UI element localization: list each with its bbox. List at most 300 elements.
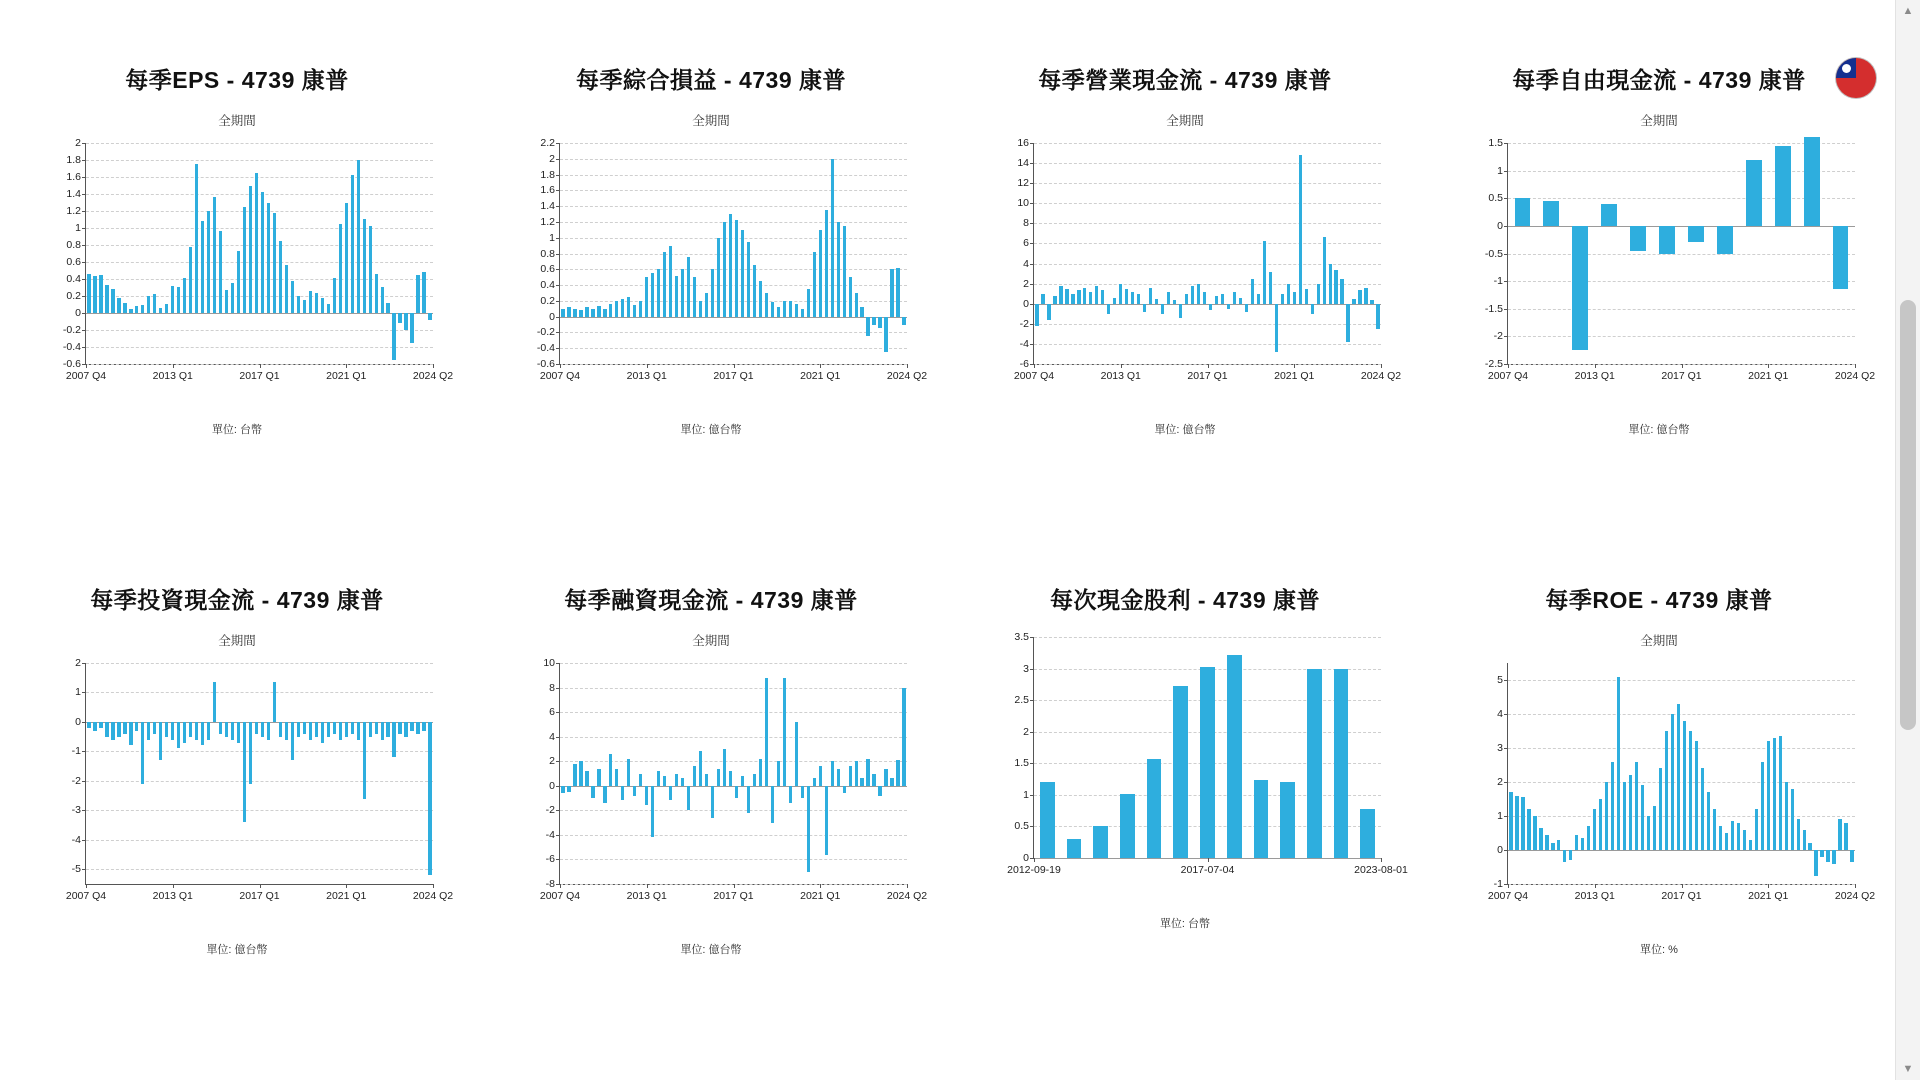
bar[interactable] bbox=[309, 722, 312, 740]
bar[interactable] bbox=[1275, 304, 1278, 352]
bar[interactable] bbox=[1323, 237, 1326, 303]
bar[interactable] bbox=[351, 722, 354, 734]
bar[interactable] bbox=[1737, 823, 1740, 850]
bar[interactable] bbox=[735, 786, 738, 798]
bar[interactable] bbox=[1509, 792, 1512, 850]
bar[interactable] bbox=[1611, 762, 1614, 850]
bar[interactable] bbox=[866, 317, 869, 337]
bar[interactable] bbox=[591, 309, 594, 317]
bar[interactable] bbox=[1797, 819, 1800, 850]
bar[interactable] bbox=[1119, 284, 1122, 304]
bar[interactable] bbox=[567, 307, 570, 316]
bar[interactable] bbox=[1041, 294, 1044, 304]
bar[interactable] bbox=[1149, 288, 1152, 304]
bar[interactable] bbox=[1826, 850, 1829, 862]
bar[interactable] bbox=[392, 722, 395, 757]
bar[interactable] bbox=[639, 301, 642, 317]
bar[interactable] bbox=[1850, 850, 1853, 862]
bar[interactable] bbox=[105, 285, 108, 313]
plot-area[interactable] bbox=[501, 137, 928, 395]
bar[interactable] bbox=[404, 722, 407, 737]
bar[interactable] bbox=[147, 722, 150, 740]
bar[interactable] bbox=[609, 304, 612, 317]
bar[interactable] bbox=[723, 749, 726, 786]
bar[interactable] bbox=[1173, 686, 1188, 858]
bar[interactable] bbox=[831, 159, 834, 317]
bar[interactable] bbox=[117, 298, 120, 313]
bar[interactable] bbox=[741, 230, 744, 317]
bar[interactable] bbox=[225, 722, 228, 737]
bar[interactable] bbox=[1688, 226, 1704, 243]
bar[interactable] bbox=[771, 786, 774, 823]
bar[interactable] bbox=[1167, 292, 1170, 304]
bar[interactable] bbox=[1701, 768, 1704, 850]
bar[interactable] bbox=[561, 786, 564, 793]
bar[interactable] bbox=[1239, 298, 1242, 304]
bar[interactable] bbox=[855, 293, 858, 317]
bar[interactable] bbox=[93, 276, 96, 313]
bar[interactable] bbox=[729, 214, 732, 317]
bar[interactable] bbox=[1147, 759, 1162, 858]
bar[interactable] bbox=[195, 722, 198, 740]
bar[interactable] bbox=[189, 722, 192, 737]
bar[interactable] bbox=[753, 265, 756, 316]
bar[interactable] bbox=[837, 769, 840, 786]
bar[interactable] bbox=[1677, 704, 1680, 850]
bar[interactable] bbox=[1197, 284, 1200, 304]
bar[interactable] bbox=[597, 769, 600, 786]
bar[interactable] bbox=[1775, 146, 1791, 226]
bar[interactable] bbox=[1557, 840, 1560, 850]
bar[interactable] bbox=[1191, 286, 1194, 304]
bar[interactable] bbox=[831, 761, 834, 786]
bar[interactable] bbox=[1280, 782, 1295, 858]
bar[interactable] bbox=[1307, 669, 1322, 858]
bar[interactable] bbox=[1305, 289, 1308, 304]
bar[interactable] bbox=[363, 219, 366, 313]
bar[interactable] bbox=[807, 786, 810, 872]
bar[interactable] bbox=[171, 286, 174, 313]
bar[interactable] bbox=[1543, 201, 1559, 226]
bar[interactable] bbox=[1808, 843, 1811, 850]
bar[interactable] bbox=[1563, 850, 1566, 862]
bar[interactable] bbox=[819, 766, 822, 786]
scroll-up-arrow-icon[interactable]: ▲ bbox=[1896, 0, 1920, 22]
bar[interactable] bbox=[1581, 838, 1584, 850]
bar[interactable] bbox=[567, 786, 570, 792]
bar[interactable] bbox=[1623, 782, 1626, 850]
bar[interactable] bbox=[219, 231, 222, 313]
bar[interactable] bbox=[1635, 762, 1638, 850]
bar[interactable] bbox=[267, 722, 270, 740]
bar[interactable] bbox=[141, 722, 144, 784]
bar[interactable] bbox=[1689, 731, 1692, 850]
bar[interactable] bbox=[1746, 160, 1762, 226]
bar[interactable] bbox=[165, 304, 168, 313]
bar[interactable] bbox=[1527, 809, 1530, 850]
bar[interactable] bbox=[579, 761, 582, 786]
bar[interactable] bbox=[1601, 204, 1617, 226]
bar[interactable] bbox=[789, 301, 792, 317]
bar[interactable] bbox=[1317, 284, 1320, 304]
bar[interactable] bbox=[165, 722, 168, 737]
bar[interactable] bbox=[1053, 296, 1056, 304]
bar[interactable] bbox=[410, 313, 413, 343]
bar[interactable] bbox=[801, 309, 804, 317]
bar[interactable] bbox=[357, 722, 360, 740]
bar[interactable] bbox=[783, 301, 786, 317]
bar[interactable] bbox=[243, 722, 246, 822]
bar[interactable] bbox=[747, 242, 750, 317]
bar[interactable] bbox=[621, 299, 624, 316]
bar[interactable] bbox=[1844, 823, 1847, 850]
bar[interactable] bbox=[1131, 292, 1134, 304]
bar[interactable] bbox=[1251, 279, 1254, 304]
bar[interactable] bbox=[345, 722, 348, 737]
bar[interactable] bbox=[135, 306, 138, 313]
bar[interactable] bbox=[1200, 667, 1215, 858]
bar[interactable] bbox=[801, 786, 804, 798]
bar[interactable] bbox=[297, 296, 300, 313]
bar[interactable] bbox=[153, 294, 156, 313]
bar[interactable] bbox=[795, 722, 798, 786]
bar[interactable] bbox=[1569, 850, 1572, 860]
bar[interactable] bbox=[1065, 289, 1068, 304]
bar[interactable] bbox=[249, 186, 252, 314]
bar[interactable] bbox=[129, 309, 132, 313]
bar[interactable] bbox=[729, 771, 732, 786]
bar[interactable] bbox=[1803, 830, 1806, 850]
bar[interactable] bbox=[1245, 304, 1248, 312]
bar[interactable] bbox=[878, 786, 881, 796]
bar[interactable] bbox=[351, 175, 354, 313]
bar[interactable] bbox=[1269, 272, 1272, 304]
bar[interactable] bbox=[890, 269, 893, 316]
plot-area[interactable] bbox=[975, 137, 1402, 395]
bar[interactable] bbox=[807, 289, 810, 317]
bar[interactable] bbox=[771, 302, 774, 316]
bar[interactable] bbox=[1791, 789, 1794, 850]
bar[interactable] bbox=[261, 722, 264, 737]
bar[interactable] bbox=[860, 307, 863, 316]
bar[interactable] bbox=[1155, 299, 1158, 304]
bar[interactable] bbox=[789, 786, 792, 803]
bar[interactable] bbox=[1035, 304, 1038, 326]
bar[interactable] bbox=[1120, 794, 1135, 858]
bar[interactable] bbox=[579, 310, 582, 316]
bar[interactable] bbox=[1209, 304, 1212, 310]
bar[interactable] bbox=[1125, 289, 1128, 304]
bar[interactable] bbox=[1185, 294, 1188, 304]
bar[interactable] bbox=[171, 722, 174, 740]
bar[interactable] bbox=[717, 238, 720, 317]
bar[interactable] bbox=[633, 305, 636, 317]
bar[interactable] bbox=[1227, 304, 1230, 309]
bar[interactable] bbox=[422, 722, 425, 731]
bar[interactable] bbox=[663, 252, 666, 317]
bar[interactable] bbox=[1779, 736, 1782, 850]
bar[interactable] bbox=[1833, 226, 1849, 290]
bar[interactable] bbox=[1095, 286, 1098, 304]
bar[interactable] bbox=[878, 317, 881, 329]
bar[interactable] bbox=[111, 722, 114, 740]
bar[interactable] bbox=[255, 722, 258, 734]
bar[interactable] bbox=[422, 272, 425, 313]
bar[interactable] bbox=[1047, 304, 1050, 320]
bar[interactable] bbox=[177, 722, 180, 749]
bar[interactable] bbox=[1515, 796, 1518, 850]
bar[interactable] bbox=[147, 296, 150, 313]
bar[interactable] bbox=[1665, 731, 1668, 850]
bar[interactable] bbox=[1077, 290, 1080, 304]
bar[interactable] bbox=[765, 293, 768, 317]
bar[interactable] bbox=[153, 722, 156, 734]
bar[interactable] bbox=[872, 774, 875, 786]
bar[interactable] bbox=[1089, 292, 1092, 304]
bar[interactable] bbox=[1671, 714, 1674, 850]
bar[interactable] bbox=[93, 722, 96, 731]
bar[interactable] bbox=[381, 287, 384, 313]
bar[interactable] bbox=[573, 764, 576, 786]
bar[interactable] bbox=[398, 722, 401, 734]
bar[interactable] bbox=[1804, 137, 1820, 225]
bar[interactable] bbox=[279, 722, 282, 737]
bar[interactable] bbox=[585, 307, 588, 316]
bar[interactable] bbox=[1575, 835, 1578, 850]
bar[interactable] bbox=[273, 682, 276, 722]
bar[interactable] bbox=[333, 278, 336, 313]
bar[interactable] bbox=[1311, 304, 1314, 314]
bar[interactable] bbox=[1659, 768, 1662, 850]
bar[interactable] bbox=[339, 224, 342, 313]
bar[interactable] bbox=[111, 289, 114, 313]
bar[interactable] bbox=[1641, 785, 1644, 850]
bar[interactable] bbox=[1572, 226, 1588, 350]
vertical-scrollbar[interactable] bbox=[1895, 0, 1920, 1080]
bar[interactable] bbox=[585, 771, 588, 786]
plot-area[interactable] bbox=[1449, 657, 1876, 915]
scroll-thumb[interactable] bbox=[1900, 300, 1916, 730]
bar[interactable] bbox=[591, 786, 594, 798]
plot-area[interactable] bbox=[27, 137, 454, 395]
bar[interactable] bbox=[1083, 288, 1086, 304]
bar[interactable] bbox=[123, 303, 126, 313]
bar[interactable] bbox=[1113, 298, 1116, 304]
bar[interactable] bbox=[687, 786, 690, 811]
bar[interactable] bbox=[819, 230, 822, 317]
bar[interactable] bbox=[711, 269, 714, 316]
bar[interactable] bbox=[285, 265, 288, 313]
bar[interactable] bbox=[693, 277, 696, 316]
bar[interactable] bbox=[884, 769, 887, 786]
bar[interactable] bbox=[681, 778, 684, 785]
plot-area[interactable] bbox=[1449, 137, 1876, 395]
bar[interactable] bbox=[141, 305, 144, 313]
bar[interactable] bbox=[1203, 292, 1206, 304]
bar[interactable] bbox=[105, 722, 108, 737]
bar[interactable] bbox=[1299, 155, 1302, 304]
bar[interactable] bbox=[633, 786, 636, 796]
bar[interactable] bbox=[177, 287, 180, 313]
bar[interactable] bbox=[1293, 292, 1296, 304]
bar[interactable] bbox=[1179, 304, 1182, 318]
bar[interactable] bbox=[1647, 816, 1650, 850]
bar[interactable] bbox=[1820, 850, 1823, 857]
bar[interactable] bbox=[675, 276, 678, 317]
bar[interactable] bbox=[615, 769, 618, 786]
bar[interactable] bbox=[1221, 294, 1224, 304]
bar[interactable] bbox=[1695, 741, 1698, 850]
bar[interactable] bbox=[87, 722, 90, 728]
bar[interactable] bbox=[231, 722, 234, 740]
bar[interactable] bbox=[1215, 296, 1218, 304]
bar[interactable] bbox=[1340, 279, 1343, 304]
bar[interactable] bbox=[849, 766, 852, 786]
bar[interactable] bbox=[843, 786, 846, 793]
bar[interactable] bbox=[699, 301, 702, 317]
bar[interactable] bbox=[872, 317, 875, 325]
bar[interactable] bbox=[843, 226, 846, 317]
bar[interactable] bbox=[207, 722, 210, 740]
bar[interactable] bbox=[243, 207, 246, 313]
bar[interactable] bbox=[1515, 198, 1531, 226]
bar[interactable] bbox=[410, 722, 413, 731]
bar[interactable] bbox=[627, 759, 630, 786]
bar[interactable] bbox=[1767, 741, 1770, 850]
bar[interactable] bbox=[1329, 264, 1332, 304]
bar[interactable] bbox=[1143, 304, 1146, 312]
bar[interactable] bbox=[291, 722, 294, 760]
bar[interactable] bbox=[99, 722, 102, 728]
bar[interactable] bbox=[597, 306, 600, 317]
bar[interactable] bbox=[1334, 669, 1349, 858]
bar[interactable] bbox=[159, 722, 162, 760]
bar[interactable] bbox=[327, 722, 330, 737]
bar[interactable] bbox=[1599, 799, 1602, 850]
bar[interactable] bbox=[645, 277, 648, 316]
bar[interactable] bbox=[159, 308, 162, 313]
bar[interactable] bbox=[297, 722, 300, 737]
bar[interactable] bbox=[1838, 819, 1841, 850]
bar[interactable] bbox=[369, 226, 372, 313]
bar[interactable] bbox=[735, 220, 738, 316]
bar[interactable] bbox=[1617, 677, 1620, 850]
bar[interactable] bbox=[1717, 226, 1733, 254]
bar[interactable] bbox=[237, 722, 240, 743]
bar[interactable] bbox=[1521, 797, 1524, 850]
bar[interactable] bbox=[1334, 270, 1337, 304]
bar[interactable] bbox=[255, 173, 258, 313]
bar[interactable] bbox=[1533, 816, 1536, 850]
bar[interactable] bbox=[369, 722, 372, 737]
bar[interactable] bbox=[603, 309, 606, 317]
bar[interactable] bbox=[1683, 721, 1686, 850]
bar[interactable] bbox=[237, 251, 240, 313]
bar[interactable] bbox=[225, 290, 228, 313]
bar[interactable] bbox=[1101, 290, 1104, 304]
bar[interactable] bbox=[1067, 839, 1082, 858]
bar[interactable] bbox=[657, 269, 660, 316]
bar[interactable] bbox=[759, 281, 762, 317]
bar[interactable] bbox=[135, 722, 138, 731]
bar[interactable] bbox=[855, 761, 858, 786]
bar[interactable] bbox=[663, 776, 666, 786]
bar[interactable] bbox=[645, 786, 648, 806]
bar[interactable] bbox=[813, 778, 816, 785]
bar[interactable] bbox=[261, 192, 264, 313]
bar[interactable] bbox=[303, 300, 306, 313]
bar[interactable] bbox=[1713, 809, 1716, 850]
bar[interactable] bbox=[291, 281, 294, 313]
bar[interactable] bbox=[837, 222, 840, 317]
bar[interactable] bbox=[723, 222, 726, 317]
bar[interactable] bbox=[609, 754, 612, 786]
bar[interactable] bbox=[1743, 830, 1746, 850]
bar[interactable] bbox=[195, 164, 198, 313]
bar[interactable] bbox=[267, 203, 270, 314]
bar[interactable] bbox=[1358, 290, 1361, 304]
bar[interactable] bbox=[705, 293, 708, 317]
bar[interactable] bbox=[1551, 843, 1554, 850]
scroll-down-arrow-icon[interactable]: ▼ bbox=[1896, 1058, 1920, 1080]
bar[interactable] bbox=[416, 275, 419, 313]
bar[interactable] bbox=[1545, 835, 1548, 850]
bar[interactable] bbox=[375, 722, 378, 734]
bar[interactable] bbox=[747, 786, 750, 813]
bar[interactable] bbox=[813, 252, 816, 317]
bar[interactable] bbox=[783, 678, 786, 786]
taiwan-flag-icon[interactable] bbox=[1836, 58, 1876, 98]
bar[interactable] bbox=[717, 769, 720, 786]
bar[interactable] bbox=[123, 722, 126, 734]
bar[interactable] bbox=[273, 213, 276, 313]
bar[interactable] bbox=[1071, 294, 1074, 304]
bar[interactable] bbox=[615, 301, 618, 317]
bar[interactable] bbox=[363, 722, 366, 799]
bar[interactable] bbox=[386, 303, 389, 313]
bar[interactable] bbox=[303, 722, 306, 734]
bar[interactable] bbox=[1814, 850, 1817, 876]
bar[interactable] bbox=[1093, 826, 1108, 858]
bar[interactable] bbox=[1653, 806, 1656, 850]
bar[interactable] bbox=[657, 771, 660, 786]
plot-area[interactable] bbox=[27, 657, 454, 915]
bar[interactable] bbox=[339, 722, 342, 740]
bar[interactable] bbox=[392, 313, 395, 360]
bar[interactable] bbox=[1731, 821, 1734, 850]
bar[interactable] bbox=[849, 277, 852, 316]
bar[interactable] bbox=[1364, 288, 1367, 304]
bar[interactable] bbox=[249, 722, 252, 784]
bar[interactable] bbox=[669, 246, 672, 317]
bar[interactable] bbox=[1346, 304, 1349, 342]
bar[interactable] bbox=[765, 678, 768, 786]
bar[interactable] bbox=[896, 268, 899, 317]
bar[interactable] bbox=[669, 786, 672, 801]
bar[interactable] bbox=[375, 274, 378, 313]
bar[interactable] bbox=[279, 241, 282, 313]
bar[interactable] bbox=[1360, 809, 1375, 858]
bar[interactable] bbox=[1605, 782, 1608, 850]
bar[interactable] bbox=[1161, 304, 1164, 314]
bar[interactable] bbox=[1257, 294, 1260, 304]
bar[interactable] bbox=[902, 317, 905, 325]
bar[interactable] bbox=[1059, 286, 1062, 304]
bar[interactable] bbox=[705, 774, 708, 786]
bar[interactable] bbox=[621, 786, 624, 801]
bar[interactable] bbox=[285, 722, 288, 740]
bar[interactable] bbox=[866, 759, 869, 786]
